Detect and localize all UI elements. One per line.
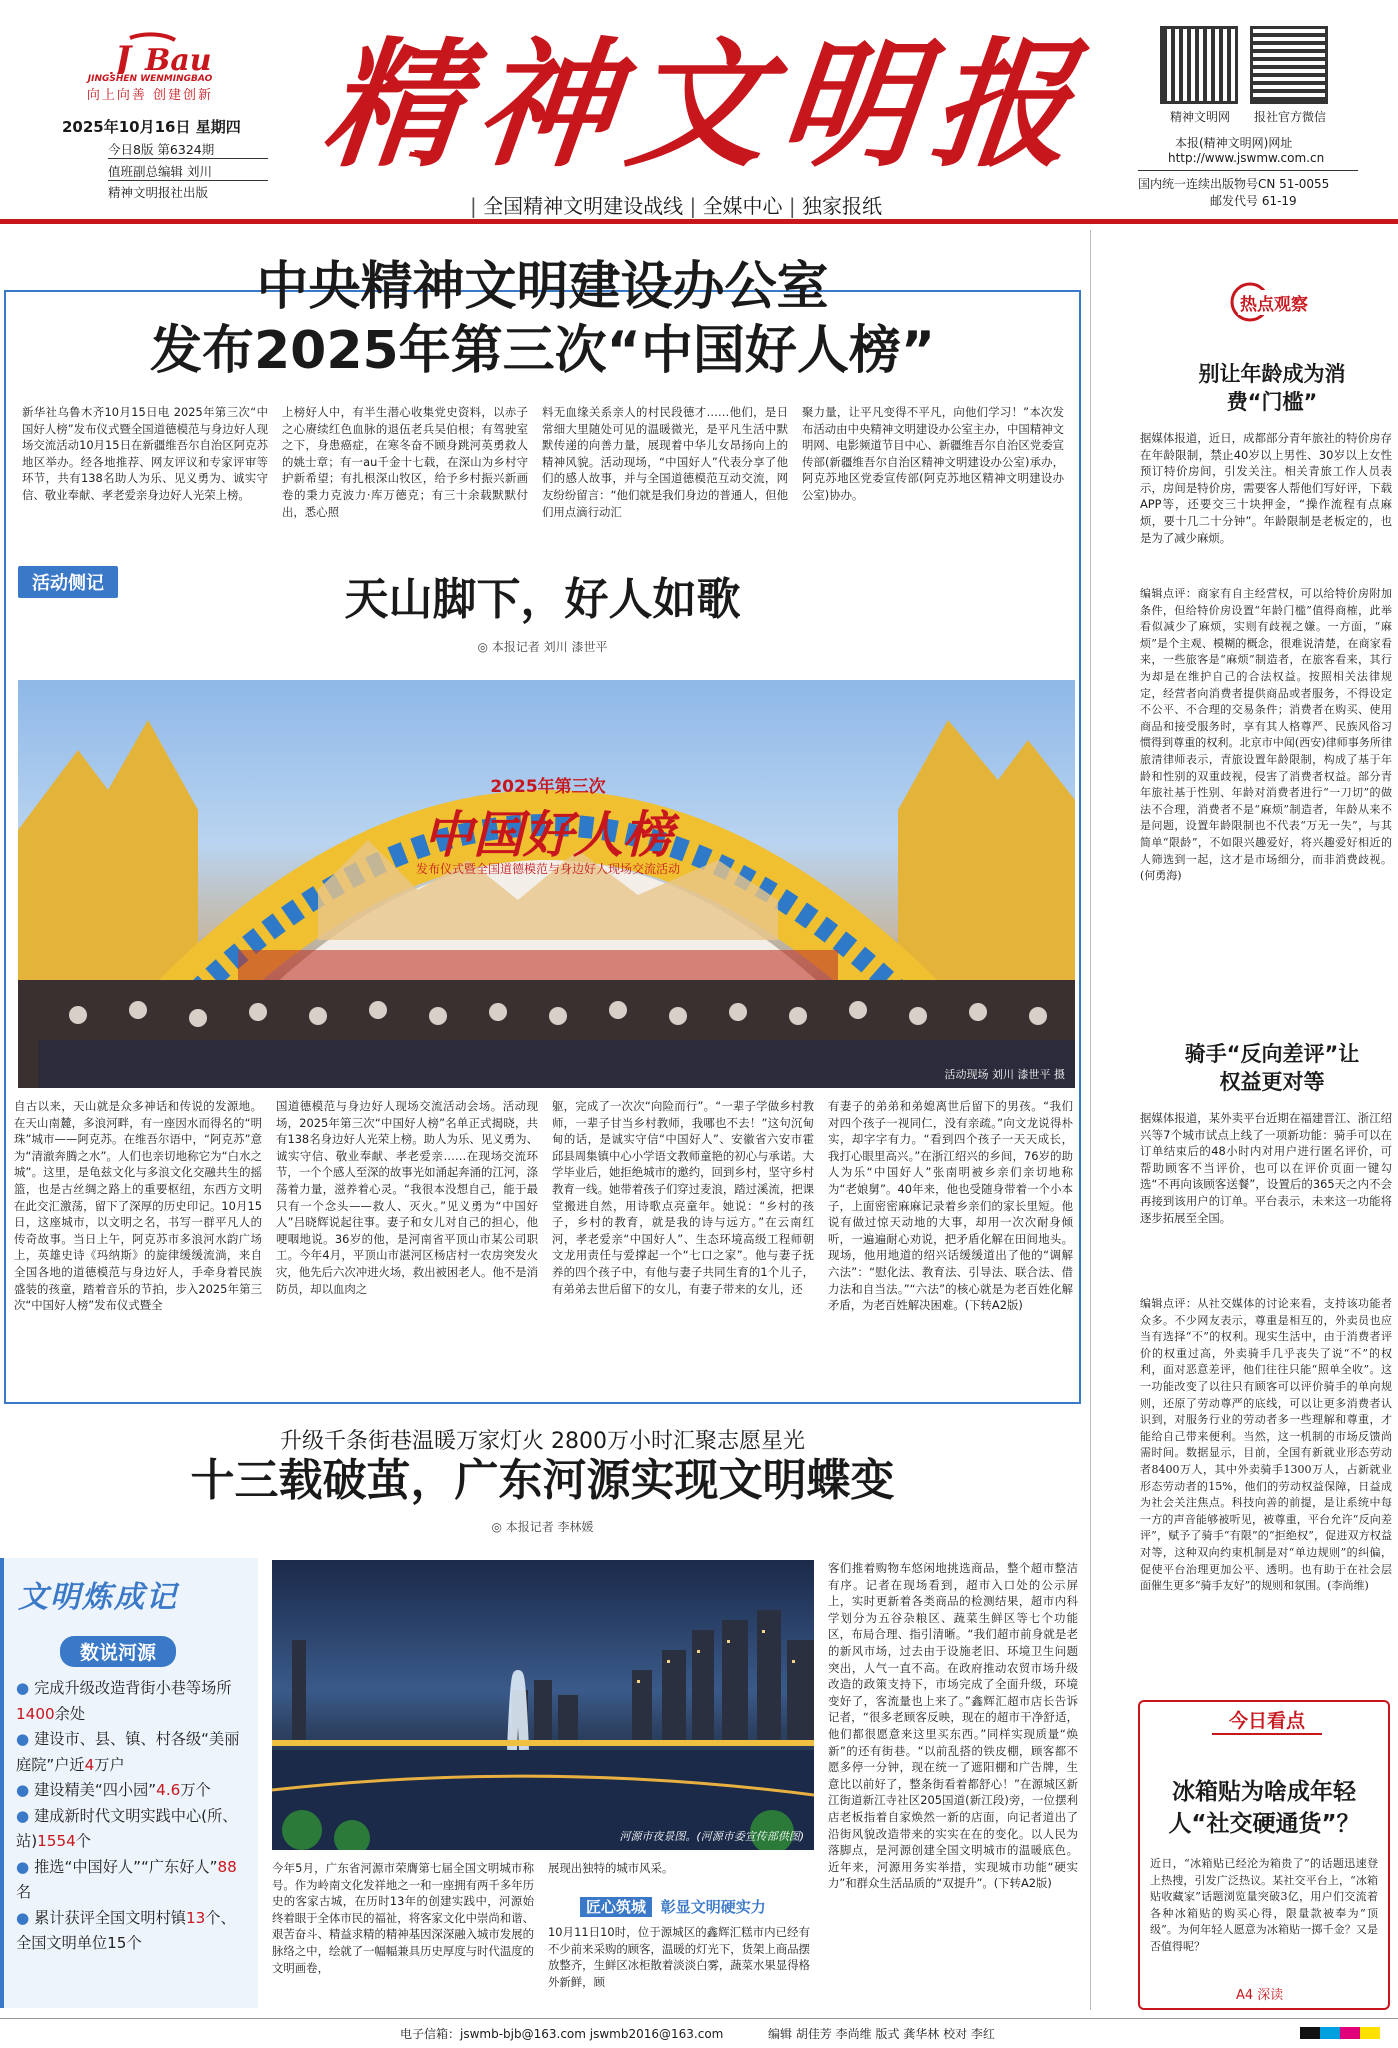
qr-code-1[interactable] [1160, 26, 1238, 104]
story2-kicker: 升级千条街巷温暖万家灯火 2800万小时汇聚志愿星光 [280, 1429, 805, 1454]
masthead-rule [0, 219, 1398, 224]
nav-bar: | 全国精神文明建设战线 | 全媒中心 | 独家报纸 [470, 194, 883, 218]
svg-text:J: J [115, 39, 132, 74]
right-divider [1090, 230, 1091, 2010]
story2-byline: ◎ 本报记者 李林媛 [491, 1520, 594, 1534]
lead-column-3: 料无血缘关系亲人的村民段德才……他们，是日常细大里随处可见的温暖微光，是平凡生活中默默传递的向善力量，展现着中华儿女昂扬向上的精神风貌。活动现场，“中国好人”代表分享了他们的感人故事，并与全国道德模范互动交流，网友纷纷留言：“他们就是我们身边的普通人，但他们用点滴行动汇 [542, 405, 788, 519]
lead-column-1: 新华社乌鲁木齐10月15日电 2025年第三次“中国好人榜”发布仪式暨全国道德模范与身边好人现场交流活动10月15日在新疆维吾尔自治区阿克苏地区举办。经各地推荐、网友评议和专家评审等环节，共有138名助人为乐、见义勇为、诚实守信、敬业奉献、孝老爱亲身边好人光荣上榜。 [22, 405, 268, 502]
story2-photo-credit: 河源市夜景图。(河源市委宣传部供图) [619, 1830, 804, 1843]
data-box-title: 文明炼成记 [18, 1580, 178, 1615]
arch-title: 中国好人榜 [423, 805, 673, 864]
story2-column-2a: 展现出独特的城市风采。 [548, 1861, 674, 1875]
feature-photo [18, 680, 1075, 1088]
newspaper-logo [75, 32, 225, 104]
nav-item-3[interactable]: 独家报纸 [802, 194, 883, 218]
opinion2-title: 骑手“反向差评”让权益更对等 [1184, 1042, 1360, 1094]
hot-tag-label: 热点观察 [1238, 290, 1310, 315]
story2-subhead-text: 彰显文明硬实力 [660, 1898, 766, 1916]
arch-year: 2025年第三次 [490, 777, 606, 797]
masthead [0, 0, 1398, 225]
site-note: 本报(精神文明网)网址 [1175, 136, 1293, 150]
qr1-label: 精神文明网 [1169, 110, 1230, 124]
logo-sub: JINGSHEN WENMINGBAO [87, 74, 213, 84]
today-tag: 今日看点 [1212, 1706, 1322, 1735]
footer-staff: 编辑 胡佳芳 李尚维 版式 龚华林 校对 李红 [768, 2027, 995, 2041]
color-registration-bar [1300, 2027, 1380, 2039]
data-item: ● 完成升级改造背街小巷等场所1400余处 [16, 1679, 232, 1723]
footer [0, 2018, 1398, 2048]
data-list [16, 1676, 244, 1957]
lead-column-4: 聚力量，让平凡变得不平凡，向他们学习！”本次发布活动由中央精神文明建设办公室主办，中国精神文明网、电影频道节目中心、新疆维吾尔自治区党委宣传部(新疆维吾尔自治区精神文明建设办公室)承办，阿克苏地区党委宣传部(阿克苏地区精神文明建设办公室)协办。 [802, 405, 1064, 502]
qr2-label: 报社官方微信 [1253, 110, 1326, 124]
opinion1-title: 别让年龄成为消费“门槛” [1198, 362, 1346, 414]
qr-code-2[interactable] [1250, 26, 1328, 104]
night-city-icon [272, 1560, 814, 1850]
feature-photo-credit: 活动现场 刘川 漆世平 摄 [944, 1068, 1065, 1081]
feature-title: 天山脚下，好人如歌 [344, 574, 741, 625]
data-item: ● 建成新时代文明实践中心(所、站)1554个 [16, 1806, 238, 1850]
hot-tag [1230, 282, 1330, 322]
publisher: 精神文明报社出版 [108, 185, 209, 200]
issue-edition: 今日8版 第6324期 [108, 142, 215, 157]
arch-scene-icon [18, 680, 1075, 1088]
lead-title-1: 中央精神文明建设办公室 [256, 257, 829, 317]
post-code: 邮发代号 61-19 [1210, 194, 1297, 208]
opinion2-text: 据媒体报道，某外卖平台近期在福建晋江、浙江绍兴等7个城市试点上线了一项新功能：骑手可以在订单结束后的48小时内对用户进行匿名评价，可帮助顾客不当评价，也可以在评价页面一键勾选“不再向该顾客送餐”，设置后的365天之内不会再接到该用户的订单。平台表示，未来这一功能将逐步拓展至全国。 [1140, 1111, 1392, 1225]
footer-email: 电子信箱：jswmb-bjb@163.com jswmb2016@163.com [400, 2027, 724, 2041]
opinion1-comment: 编辑点评：商家有自主经营权，可以给特价房附加条件，但给特价房设置“年龄门槛”值得商榷，此举看似减少了麻烦，实则有歧视之嫌。一方面，“麻烦”是个主观、模糊的概念，很难说清楚，在商家看来，一些旅客是“麻烦”制造者，在旅客看来，其行为却是在维护自己的合法权益。按照相关法律规定，经营者向消费者提供商品或者服务，不得设定不公平、不合理的交易条件；消费者在购买、使用商品和接受服务时，享有其人格尊严、民族风俗习惯得到尊重的权利。北京市中闻(西安)律师事务所律旅清律师表示，青旅设置年龄限制，构成了基于年龄和性别的双重歧视，侵害了消费者权益。部分青年旅社基于性别、年龄对消费者进行“一刀切”的做法不合理，消费者不是“麻烦”制造者，年龄从来不是问题，设置年龄限制也不代表“万无一失”，与其简单“限龄”，不如限兴趣爱好，将兴趣爱好相近的人筛选到一起，这才是市场细分，而非消费歧视。(何勇海) [1140, 587, 1392, 883]
site-url[interactable]: http://www.jswmw.com.cn [1168, 151, 1325, 165]
feature-column-4: 有妻子的弟弟和弟媳离世后留下的男孩。“我们对四个孩子一视同仁，没有亲疏。”向文龙说得朴实，却字字有力。“看到四个孩子一天天成长，我打心眼里高兴。”在浙江绍兴的乡间，76岁的助人为乐“中国好人”张南明被乡亲们亲切地称为“老娘舅”。40年来，他也受随身带着一个小本子，上面密密麻麻记录着乡亲们的家长里短。他说有做过惊天动地的大事，却用一次次耐身倾听，一遍遍耐心劝说，把矛盾化解在田间地头。现场，他用地道的绍兴话缓缓道出了他的“调解六法”：“慰化法、教育法、引导法、联合法、借力法和自当法。”“六法”的核心就是为老百姓化解矛盾，为老百姓解决困难。(下转A2版) [828, 1099, 1073, 1313]
data-box-subtitle: 数说河源 [60, 1636, 176, 1667]
nav-item-1[interactable]: 全国精神文明建设战线 [483, 194, 684, 218]
logo-slogan: 向上向善 创建创新 [86, 88, 214, 103]
data-box [0, 1558, 258, 2008]
issue-date: 2025年10月16日 星期四 [62, 118, 241, 136]
sidebar-tag: 活动侧记 [18, 566, 118, 598]
lead-column-2: 上榜好人中，有半生潜心收集党史资料，以赤子之心赓续红色血脉的退伍老兵吴伯根；有驾驶室之下，身患癌症，在寒冬奋不顾身跳河英勇救人的姚士章；有一au千金十七载，在深山为乡村守护新希望；有扎根深山牧区，给予乡村振兴新画卷的秉力克波力·库万德克；有三十余载默默付出，悉心照 [282, 405, 528, 519]
data-item: ● 建设精美“四小园”4.6万个 [16, 1781, 211, 1799]
nav-item-2[interactable]: 全媒中心 [702, 194, 783, 218]
today-ref[interactable]: A4 深读 [1236, 1988, 1284, 2003]
newspaper-title: 精神文明报 [316, 23, 1094, 186]
story2-subhead-tag: 匠心筑城 [580, 1897, 652, 1917]
duty-editor: 值班副总编辑 刘川 [108, 164, 212, 179]
logo-mark-icon [75, 32, 225, 74]
opinion1-text: 据媒体报道，近日，成都部分青年旅社的特价房存在年龄限制，禁止40岁以上男性、30岁以上女性预订特价房间，引发关注。相关青旅工作人员表示，房间是特价房，需要客人帮他们写好评，下载APP等，还要交三十块押金，“操作流程有点麻烦，要十几二十分钟”。年龄限制是老板定的，也是为了减少麻烦。 [1140, 431, 1392, 545]
data-item: ● 建设市、县、镇、村各级“美丽庭院”户近4万户 [16, 1730, 240, 1774]
lead-title-2: 发布2025年第三次“中国好人榜” [149, 321, 936, 381]
cn-number: 国内统一连续出版物号CN 51-0055 [1138, 177, 1330, 191]
data-item: ● 累计获评全国文明村镇13个、全国文明单位15个 [16, 1908, 236, 1952]
story2-column-1: 今年5月，广东省河源市荣膺第七届全国文明城市称号。作为岭南文化发祥地之一和一座拥有两千多年历史的客家古城，在历时13年的创建实践中，河源始终着眼于全体市民的福祉，将客家文化中崇尚和谐、艰苦奋斗、精益求精的精神基因深深融入城市发展的脉络之中，绘就了一幅幅兼具历史厚度与时代温度的文明画卷， [272, 1861, 534, 1975]
feature-column-3: 躯，完成了一次次“向险而行”。“一辈子学做乡村教师，一辈子甘当乡村教师，我哪也不去！”这句沉甸甸的话，是诚实守信“中国好人”、安徽省六安市霍邱县周集镇中心小学语文教师童艳的初心与承诺。大学毕业后，她拒绝城市的邀约，回到乡村，坚守乡村教育一线。她带着孩子们穿过麦浪，踏过溪流，把课堂搬进自然，用诗歌点亮童年。她说：“乡村的孩子，乡村的教育，就是我的诗与远方。”在云南红河，孝老爱亲“中国好人”、生态环境高级工程师朝文龙用责任与爱撑起一个“七口之家”。他与妻子抚养的四个孩子中，有他与妻子共同生育的1个儿子，有弟弟去世后留下的女儿，有妻子带来的女儿，还 [552, 1099, 814, 1296]
story2-title: 十三载破茧，广东河源实现文明蝶变 [190, 1455, 895, 1506]
today-text: 近日，“冰箱贴已经沦为箱贵了”的话题迅速登上热搜，引发广泛热议。某社交平台上，“冰箱贴收藏家”话题浏览量突破3亿，用户们交流着各种冰箱贴的购买心得，限量款被奉为“顶级”。为何年轻人愿意为冰箱贴一掷千金？又是否值得呢？ [1150, 1857, 1378, 1953]
svg-text:Bau: Bau [145, 43, 212, 74]
feature-column-1: 自古以来，天山就是众多神话和传说的发源地。在天山南麓，多浪河畔，有一座因水而得名的“明珠”城市——阿克苏。在维吾尔语中，“阿克苏”意为“清澈奔腾之水”。人们也亲切地称它为“白水之城”。这里，是龟兹文化与多浪文化交融共生的摇篮，也是古丝绸之路上的重要枢纽，东西方文明在此交汇激荡，留下了深厚的历史印记。10月15日，这座城市，以文明之名，书写一群平凡人的传奇故事。当日上午，阿克苏市多浪河水韵广场上，英雄史诗《玛纳斯》的旋律缓缓流淌，来自全国各地的道德模范与身边好人，手牵身着民族盛装的孩童，踏着音乐的节拍，步入2025年第三次“中国好人榜”发布仪式暨全 [14, 1099, 262, 1313]
today-title: 冰箱贴为啥成年轻人“社交硬通货”？ [1168, 1779, 1360, 1837]
story2-subhead [580, 1896, 766, 1917]
feature-column-2: 国道德模范与身边好人现场交流活动会场。活动现场，2025年第三次“中国好人榜”名单正式揭晓，共有138名身边好人光荣上榜。助人为乐、见义勇为、诚实守信、敬业奉献、孝老爱亲……在现场交流环节，一个个感人至深的故事光如涌起奔涌的江河，涤荡着力量，滋养着心灵。“我很本没想自己，能于最只有一个念头——救人、灭火。”见义勇为“中国好人”吕晓辉说起往事。妻子和女儿对自己的担心，他哽咽地说。36岁的他，是河南省平顶山市某公司职工。今年4月，平顶山市湛河区杨店村一农房突发火灾，他先后六次冲进火场，救出被困老人。他不是消防员，却以血肉之 [276, 1099, 538, 1296]
opinion2-comment: 编辑点评：从社交媒体的讨论来看，支持该功能者众多。不少网友表示，尊重是相互的，外卖员也应当有选择“不”的权利。现实生活中，由于消费者评价的权重过高，外卖骑手几乎丧失了说“不”的权利，面对恶意差评，他们往往只能“照单全收”。这一功能改变了以往只有顾客可以评价骑手的单向规则，还原了劳动尊严的底线，可以让更多消费者认识到，对服务行业的劳动者多一些理解和尊重，才能给自己带来便利。当然，这一机制的市场反馈尚需时间。数据显示，目前，全国有新就业形态劳动者8400万人，其中外卖骑手1300万人，占新就业形态劳动者的15%，他们的劳动权益保障，日益成为社会关注焦点。科技向善的前提，是让系统中每一方的声音能够被听见，被尊重，平台允许“反向差评”，赋予了骑手“有限”的“拒绝权”，促进双方权益对等，这种双向约束机制是对“单边规则”的纠偏，促使平台治理更加公平、透明。也有助于在社会层面催生更多“骑手友好”的规则和氛围。(李尚维) [1140, 1297, 1392, 1593]
arch-sub: 发布仪式暨全国道德模范与身边好人现场交流活动 [415, 862, 680, 876]
feature-byline: ◎ 本报记者 刘川 漆世平 [477, 640, 608, 654]
story2-photo [272, 1560, 814, 1850]
story2-column-2b: 10月11日10时，位于源城区的鑫辉汇糕市内已经有不少前来采购的顾客，温暖的灯光下，货架上商品摆放整齐，生鲜区冰柜散着淡淡白雾，蔬菜水果显得格外新鲜，顾 [548, 1925, 810, 1989]
data-item: ● 推选“中国好人”“广东好人”88名 [16, 1857, 237, 1901]
story2-column-3: 客们推着购物车悠闲地挑选商品，整个超市整洁有序。记者在现场看到，超市入口处的公示屏上，实时更新着各类商品的检测结果，超市内科学划分为五谷杂粮区、蔬菜生鲜区等七个功能区，布局合理、指引清晰。“我们超市前身就是老的新风市场，过去由于设施老旧、环境卫生问题突出，人气一直不高。在政府推动农贸市场升级改造的政策支持下，市场完成了全面升级，环境变好了，客流量也上来了。”鑫辉汇超市店长告诉记者，“很多老顾客反映，现在的超市干净舒适，他们都很愿意来这里买东西。”同样实现质量“焕新”的还有街巷。“以前乱搭的铁皮棚，顾客都不愿多停一分钟，现在统一了遮阳棚和广告牌，生意比以前好了，整条街看着都舒心！”在源城区新江街道新江寺社区205国道(新江段)旁，一位摆利店老板指着自家焕然一新的店面，向记者道出了沿街风貌改造带来的实实在在的变化。以人民为落脚点，是河源创建全国文明城市的温暖底色。近年来，河源用务实举措，实现城市功能“硬实力”和群众生活品质的“双提升”。(下转A2版) [828, 1561, 1078, 1891]
